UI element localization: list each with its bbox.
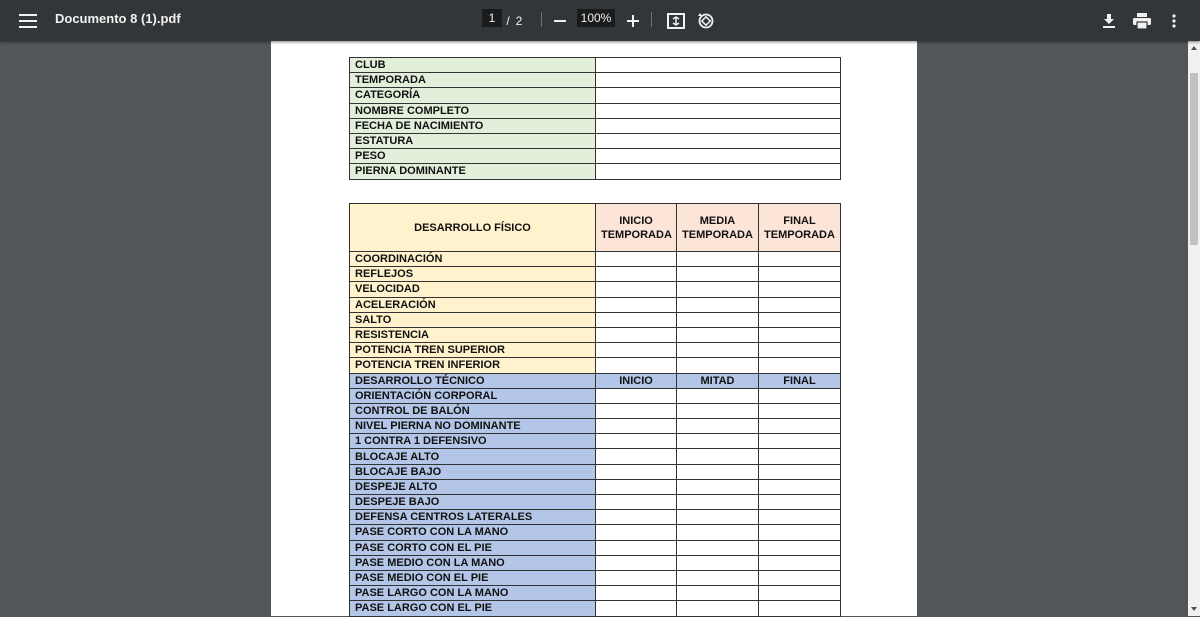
score-cell xyxy=(759,267,841,282)
header-text: INICIO xyxy=(619,214,653,227)
fit-page-button[interactable] xyxy=(664,0,688,41)
score-cell xyxy=(596,555,677,570)
field-label: NOMBRE COMPLETO xyxy=(350,103,596,118)
score-cell xyxy=(759,601,841,616)
score-cell xyxy=(677,434,759,449)
skill-label: NIVEL PIERNA NO DOMINANTE xyxy=(350,419,596,434)
skill-label: PASE CORTO CON EL PIE xyxy=(350,540,596,555)
field-value-cell xyxy=(596,149,841,164)
score-cell xyxy=(759,449,841,464)
score-cell xyxy=(596,495,677,510)
score-cell xyxy=(596,525,677,540)
score-cell xyxy=(677,297,759,312)
skill-label: DEFENSA CENTROS LATERALES xyxy=(350,510,596,525)
menu-icon xyxy=(19,14,37,28)
field-value-cell xyxy=(596,164,841,179)
score-cell xyxy=(596,297,677,312)
score-cell xyxy=(677,419,759,434)
score-cell xyxy=(759,312,841,327)
page-number-input[interactable]: 1 xyxy=(482,9,502,27)
score-cell xyxy=(677,555,759,570)
skill-label: REFLEJOS xyxy=(350,267,596,282)
score-cell xyxy=(759,403,841,418)
scroll-up-arrow-icon[interactable] xyxy=(1188,43,1200,53)
skill-label: DESARROLLO TÉCNICO xyxy=(350,373,596,388)
field-value-cell xyxy=(596,118,841,133)
table-row xyxy=(350,464,841,479)
skill-label: COORDINACIÓN xyxy=(350,252,596,267)
toolbar-divider xyxy=(541,12,542,27)
table-row xyxy=(350,297,841,312)
skill-label: DESPEJE ALTO xyxy=(350,479,596,494)
fit-page-icon xyxy=(667,13,685,29)
table-row xyxy=(350,282,841,297)
col-mitad: MITAD xyxy=(677,373,759,388)
score-cell xyxy=(596,464,677,479)
score-cell xyxy=(759,282,841,297)
field-label: TEMPORADA xyxy=(350,73,596,88)
table-row xyxy=(350,73,841,88)
score-cell xyxy=(596,358,677,373)
field-label: FECHA DE NACIMIENTO xyxy=(350,118,596,133)
skill-label: ACELERACIÓN xyxy=(350,297,596,312)
table-row xyxy=(350,479,841,494)
score-cell xyxy=(677,252,759,267)
score-cell xyxy=(596,510,677,525)
score-cell xyxy=(677,388,759,403)
score-cell xyxy=(596,449,677,464)
table-row xyxy=(350,510,841,525)
download-icon xyxy=(1103,14,1115,28)
score-cell xyxy=(596,267,677,282)
download-button[interactable] xyxy=(1098,0,1120,41)
score-cell xyxy=(677,479,759,494)
score-cell xyxy=(759,555,841,570)
page-total: 2 xyxy=(515,13,523,28)
physical-title: DESARROLLO FÍSICO xyxy=(350,204,596,252)
score-cell xyxy=(596,540,677,555)
field-label: PIERNA DOMINANTE xyxy=(350,164,596,179)
score-cell xyxy=(677,495,759,510)
score-cell xyxy=(596,419,677,434)
field-value-cell xyxy=(596,58,841,73)
more-vert-icon xyxy=(1172,14,1176,28)
table-row xyxy=(350,267,841,282)
table-row xyxy=(350,58,841,73)
skill-label: BLOCAJE ALTO xyxy=(350,449,596,464)
table-row xyxy=(350,586,841,601)
score-cell xyxy=(759,510,841,525)
print-icon xyxy=(1133,13,1151,29)
header-text: TEMPORADA xyxy=(682,228,753,241)
zoom-in-icon xyxy=(627,15,639,27)
score-cell xyxy=(596,252,677,267)
field-value-cell xyxy=(596,133,841,148)
table-row xyxy=(350,434,841,449)
player-info-table xyxy=(349,57,841,180)
zoom-out-icon xyxy=(554,20,566,22)
score-cell xyxy=(596,388,677,403)
score-cell xyxy=(759,464,841,479)
header-text: TEMPORADA xyxy=(601,228,672,241)
score-cell xyxy=(677,525,759,540)
header-text: FINAL xyxy=(783,214,816,227)
score-cell xyxy=(596,312,677,327)
score-cell xyxy=(759,434,841,449)
pdf-toolbar xyxy=(0,0,1200,41)
skill-label: DESPEJE BAJO xyxy=(350,495,596,510)
table-row xyxy=(350,252,841,267)
col-final-temporada xyxy=(759,204,841,252)
score-cell xyxy=(759,343,841,358)
table-row xyxy=(350,327,841,342)
skill-label: POTENCIA TREN SUPERIOR xyxy=(350,343,596,358)
score-cell xyxy=(759,525,841,540)
zoom-in-button[interactable] xyxy=(623,0,643,41)
rotate-icon xyxy=(697,12,715,30)
table-row xyxy=(350,118,841,133)
field-value-cell xyxy=(596,103,841,118)
scroll-down-arrow-icon[interactable] xyxy=(1188,604,1200,614)
score-cell xyxy=(759,297,841,312)
table-row xyxy=(350,312,841,327)
score-cell xyxy=(596,282,677,297)
rotate-button[interactable] xyxy=(694,0,718,41)
more-options-button[interactable] xyxy=(1164,0,1184,41)
score-cell xyxy=(596,570,677,585)
score-cell xyxy=(596,601,677,616)
score-cell xyxy=(759,495,841,510)
score-cell xyxy=(596,434,677,449)
score-cell xyxy=(596,586,677,601)
score-cell xyxy=(677,464,759,479)
field-label: ESTATURA xyxy=(350,133,596,148)
col-inicio: INICIO xyxy=(596,373,677,388)
table-row xyxy=(350,164,841,179)
table-row xyxy=(350,449,841,464)
skill-label: BLOCAJE BAJO xyxy=(350,464,596,479)
field-value-cell xyxy=(596,88,841,103)
field-value-cell xyxy=(596,73,841,88)
table-row xyxy=(350,555,841,570)
table-row xyxy=(350,495,841,510)
score-cell xyxy=(759,358,841,373)
col-inicio-temporada xyxy=(596,204,677,252)
score-cell xyxy=(759,570,841,585)
print-button[interactable] xyxy=(1130,0,1154,41)
skill-label: PASE MEDIO CON EL PIE xyxy=(350,570,596,585)
development-table xyxy=(349,203,841,617)
score-cell xyxy=(759,479,841,494)
scroll-thumb[interactable] xyxy=(1190,73,1198,245)
score-cell xyxy=(759,388,841,403)
skill-label: PASE LARGO CON EL PIE xyxy=(350,601,596,616)
skill-label: PASE CORTO CON LA MANO xyxy=(350,525,596,540)
skill-label: SALTO xyxy=(350,312,596,327)
score-cell xyxy=(677,570,759,585)
menu-button[interactable] xyxy=(12,0,44,41)
score-cell xyxy=(677,601,759,616)
header-text: MEDIA xyxy=(699,214,736,227)
table-row xyxy=(350,525,841,540)
field-label: PESO xyxy=(350,149,596,164)
score-cell xyxy=(596,343,677,358)
table-row xyxy=(350,388,841,403)
score-cell xyxy=(677,586,759,601)
physical-header-row xyxy=(350,204,841,252)
table-row xyxy=(350,570,841,585)
score-cell xyxy=(677,403,759,418)
score-cell xyxy=(677,540,759,555)
vertical-scrollbar[interactable] xyxy=(1188,41,1200,616)
skill-label: PASE MEDIO CON LA MANO xyxy=(350,555,596,570)
field-label: CLUB xyxy=(350,58,596,73)
score-cell xyxy=(677,358,759,373)
table-row xyxy=(350,419,841,434)
score-cell xyxy=(677,282,759,297)
skill-label: PASE LARGO CON LA MANO xyxy=(350,586,596,601)
table-row xyxy=(350,103,841,118)
table-row xyxy=(350,88,841,103)
score-cell xyxy=(759,252,841,267)
score-cell xyxy=(759,540,841,555)
score-cell xyxy=(596,327,677,342)
page-separator: / xyxy=(506,13,510,28)
table-row xyxy=(350,343,841,358)
score-cell xyxy=(759,586,841,601)
score-cell xyxy=(677,449,759,464)
score-cell xyxy=(677,312,759,327)
skill-label: 1 CONTRA 1 DEFENSIVO xyxy=(350,434,596,449)
toolbar-divider xyxy=(651,12,652,27)
skill-label: VELOCIDAD xyxy=(350,282,596,297)
table-row xyxy=(350,601,841,616)
skill-label: ORIENTACIÓN CORPORAL xyxy=(350,388,596,403)
table-row xyxy=(350,133,841,148)
score-cell xyxy=(759,419,841,434)
col-media-temporada xyxy=(677,204,759,252)
score-cell xyxy=(596,479,677,494)
table-row xyxy=(350,358,841,373)
table-row xyxy=(350,373,841,388)
skill-label: POTENCIA TREN INFERIOR xyxy=(350,358,596,373)
col-final: FINAL xyxy=(759,373,841,388)
score-cell xyxy=(677,510,759,525)
zoom-input[interactable]: 100% xyxy=(577,9,615,27)
score-cell xyxy=(596,403,677,418)
table-row xyxy=(350,403,841,418)
document-title: Documento 8 (1).pdf xyxy=(55,10,181,26)
header-text: TEMPORADA xyxy=(764,228,835,241)
table-row xyxy=(350,149,841,164)
score-cell xyxy=(677,343,759,358)
skill-label: RESISTENCIA xyxy=(350,327,596,342)
zoom-out-button[interactable] xyxy=(550,0,570,41)
skill-label: CONTROL DE BALÓN xyxy=(350,403,596,418)
score-cell xyxy=(677,327,759,342)
field-label: CATEGORÍA xyxy=(350,88,596,103)
table-row xyxy=(350,540,841,555)
score-cell xyxy=(759,327,841,342)
score-cell xyxy=(677,267,759,282)
